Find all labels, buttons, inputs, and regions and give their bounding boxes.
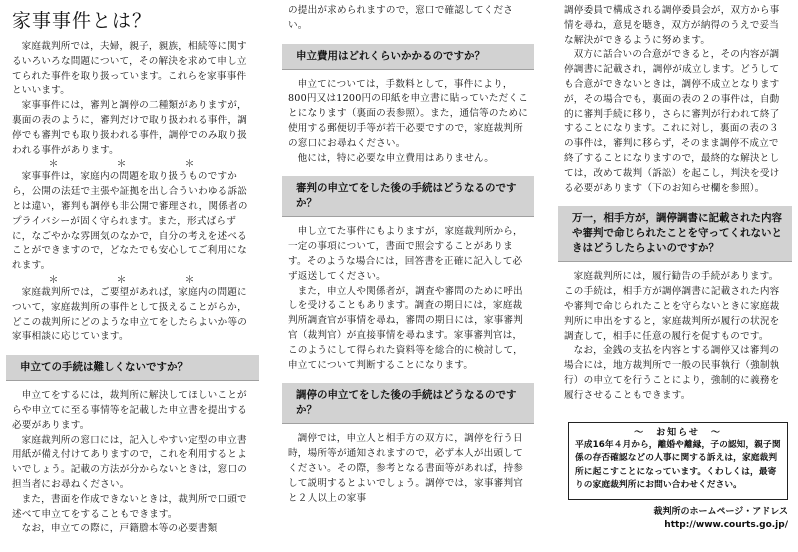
section-heading-procedure: 申立ての手続は難しくないですか？ [6,355,259,381]
section-heading-mediation: 調停の申立てをした後の手続はどうなるのですか？ [282,383,534,424]
paragraph: 双方に話合いの合意ができると，その内容が調停調書に記載され，調停が成立します。どうしても合意ができないときは，調停不成立となりますが，その場合でも，裏面の表の２の事件は，自動的に審判手続に移り，さらに審判が行われて終了することになります。これに対し，裏面の表の３の事件は，審判に移らず，そのまま調停不成立で終了することになりますので，最終的な解決としては，改めて裁判（訴訟）を起こし，判決を受ける必要があります（下のお知らせ欄を参照）。 [564,49,780,194]
homepage-url[interactable]: http://www.courts.go.jp/ [664,519,788,530]
column-3 [548,0,798,552]
homepage-info [564,506,788,532]
paragraph: 他には，特に必要な申立費用はありません。 [297,152,495,164]
paragraph: 家庭裁判所では，ご要望があれば，家庭内の問題について，家庭裁判所の事件として扱えることがらか，どこの裁判所にどのような申立てをしたらよいか等の家事相談に応じています。 [12,286,248,343]
paragraph: 家事事件には，審判と調停の二種類がありますが，裏面の表のように，審判だけで取り扱われる事件，調停でも審判でも取り扱われる事件，調停でのみ取り扱われる事件があります。 [12,100,248,156]
paragraph: の提出が求められますので，窓口で確認してください。 [288,5,514,31]
paragraph: なお，金銭の支払を内容とする調停又は審判の場合には，地方裁判所で一般の民事執行（強制執行）の申立てを行うことにより，強制的に義務を履行させることもできます。 [564,345,780,401]
section-heading-enforcement: 万一，相手方が，調停調書に記載された内容や審判で命じられたことを守ってくれないときはどうしたらよいのですか？ [558,206,792,262]
homepage-label: 裁判所のホームページ・アドレス [653,506,788,517]
paragraph: また，書面を作成できないときは，裁判所で口頭で述べて申立てをすることもできます。 [12,493,247,520]
section-heading-judgment: 審判の申立てをした後の手続はどうなるのですか？ [282,176,534,217]
column-1 [0,0,265,552]
paragraph: 申し立てた事件にもよりますが，家庭裁判所から，一定の事項について，書面で照会することがあります。そのような場合には，回答書を正確に記入して必ず返送してください。 [288,226,523,282]
paragraph: 家事事件は，家庭内の問題を取り扱うものですから，公開の法廷で主張や証拠を出し合ういわゆる訴訟とは違い，審判も調停も非公開で審理され，関係者のプライバシーが固く守られます。また，形式ばらずに，なごやかな雰囲気のなかで，自分の考えを述べることができますので，どなたでも安心してご利用になれます。 [12,171,248,272]
page-title: 家事事件とは？ [12,10,153,32]
notice-box [568,422,788,500]
divider-stars: ＊ ＊ ＊ [48,159,219,171]
paragraph: 調停では，申立人と相手方の双方に，調停を行う日時，場所等が通知されますので，必ず本人が出頭してください。その際，参考となる書面等があれば，持参して説明するとよいでしょう。調停では，家事審判官と２人以上の家事 [288,433,524,504]
notice-body: 平成16年４月から，離婚や離縁，子の認知，親子関係の存否確認などの人事に関する訴えは，家庭裁判所に起こすことになっています。くわしくは，最寄りの家庭裁判所にお問い合わせください。 [575,439,781,491]
column-2 [276,0,538,552]
notice-heading: ～ お知らせ ～ [634,427,722,438]
paragraph: 申立てをするには，裁判所に解決してほしいことがらや申立てに至る事情等を記載した申立書を提出する必要があります。 [12,390,248,431]
paragraph: 家庭裁判所には，履行勧告の手続があります。この手続は，相手方が調停調書に記載された内容や審判で命じられたことを守らないときに家庭裁判所に申出をすると，家庭裁判所が履行の状況を調査して，相手に任意の履行を促すものです。 [564,271,780,342]
paragraph: 申立てについては，手数料として，事件により，800円又は1200円の印紙を申立書に貼っていただくことになります（裏面の表参照）。また，通信等のために使用する郵便切手等が若干必要ですので，家庭裁判所の窓口にお尋ねください。 [288,78,529,149]
paragraph: 調停委員で構成される調停委員会が，双方から事情を尋ね，意見を聴き，双方が納得のうえで妥当な解決ができるように努めます。 [564,5,780,46]
paragraph: また，申立人や関係者が，調査や審問のために呼出しを受けることもあります。調査の期日には，家庭裁判所調査官が事情を尋ね，審問の期日には，家事審判官（裁判官）が直接事情を尋ねます。家事審判官は，このようにして得られた資料等を総合的に検討して，申立てについて判断することになります。 [288,285,524,371]
divider-stars: ＊ ＊ ＊ [48,274,219,286]
paragraph: 家庭裁判所では，夫婦，親子，親族，相続等に関するいろいろな問題について，その解決を求めて申し立てられた事件を取り扱っています。これらを家事事件といいます。 [12,41,247,97]
section-heading-fees: 申立費用はどれくらいかかるのですか？ [282,44,534,70]
paragraph: 家庭裁判所の窓口には，記入しやすい定型の申立書用紙が備え付けてありますので，これを利用するとよいでしょう。記載の方法が分からないときは，窓口の担当者にお尋ねください。 [12,434,248,490]
paragraph: なお，申立ての際に，戸籍謄本等の必要書類 [21,523,218,535]
